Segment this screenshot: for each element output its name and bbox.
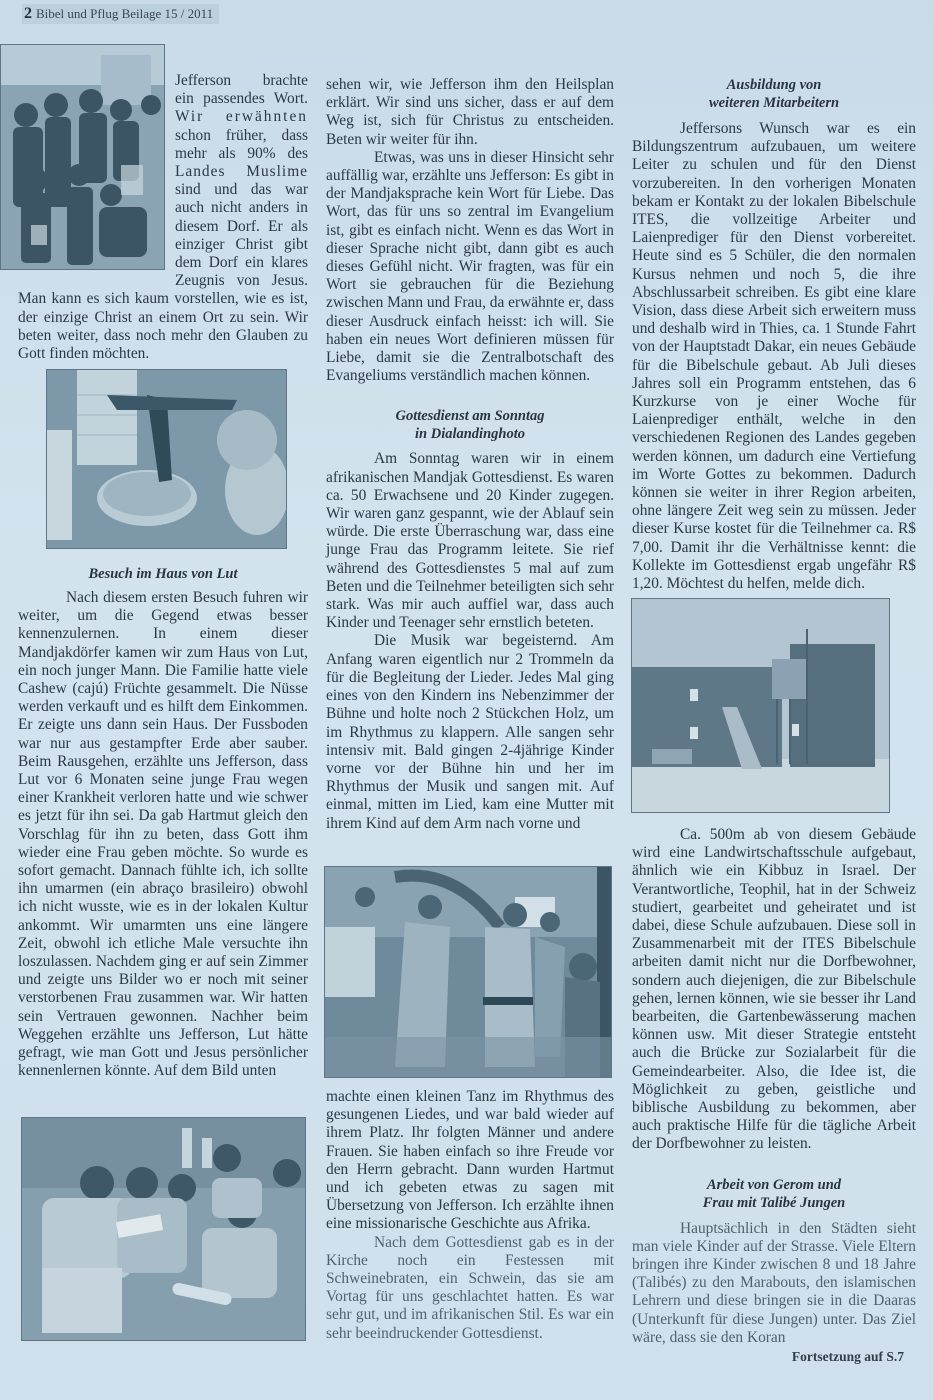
paragraph-festessen: Nach dem Gottesdienst gab es in der Kirche noch ein Festessen mit Schweinebraten, ein Schwein, das sie am Vortag für uns geschlachtet hatten. Es war sehr gut, und im afrikanischen Stil. Es war ein sehr beeindruckender Gottesdienst. — [326, 1233, 614, 1342]
page-header — [22, 4, 219, 24]
column-3-bottom — [632, 826, 916, 1365]
wrap-line: Landes Muslime — [175, 163, 308, 181]
heading-gottesdienst-line2: in Dialandinghoto — [415, 426, 525, 443]
wrap-line: mehr als 90% des — [175, 144, 308, 162]
wrap-line: Wir erwähnten — [175, 108, 308, 126]
paragraph-glaube: Man kann es sich kaum vorstellen, wie es ist, der einzige Christ an einem Ort zu sein. Wir beten weiter, dass noch mehr den Glauben zu Gott finden möchten. — [18, 290, 308, 363]
paragraph-talibe: Hauptsächlich in den Städten sieht man viele Kinder auf der Strasse. Viele Eltern bringen ihre Kinder zwischen 8 und 18 Jahre (Talibés) zu den Marabouts, den islamischen Lehrern und diese bringen sie in die Daaras (Unterkunft für diese Jungen) unter. Das Ziel wäre, dass sie den Koran — [632, 1219, 916, 1346]
paragraph-sonntag: Am Sonntag waren wir in einem afrikanischen Mandjak Gottesdienst. Es waren ca. 50 Erwachsene und 20 Kinder zugegen. Wir waren ganz gespannt, wie der Ablauf sein würde. Die erste Überraschung war, dass eine junge Frau das Programm leitete. Sie rief während des Gottesdienstes 5 mal auf zum Beten und die Teilnehmer beteiligten sich sehr stark. Was mir auch auffiel war, dass auch Kinder und Teenager sehr ernstlich beteten. — [326, 450, 614, 632]
paragraph-tanz: machte einen kleinen Tanz im Rhythmus des gesungenen Liedes, und war bald wieder auf ihrem Platz. Ihr folgten Männer und andere Frauen. Sie haben einfach so ihre Freude vor den Herrn gebracht. Dann wurden Hartmut und ich gebeten etwas zu sagen mit Übersetzung von Jefferson. Ich erzählte ihnen eine missionarische Geschichte aus Afrika. — [326, 1088, 614, 1233]
wrap-line: diesem Dorf. Er als — [175, 217, 308, 235]
photo-building — [631, 598, 890, 813]
column-1 — [18, 72, 308, 363]
paragraph-landwirtschaft: Ca. 500m ab von diesem Gebäude wird eine Landwirtschaftsschule aufgebaut, ähnlich wie ein Kibbuz in Israel. Der Verantwortliche, Teophil, hat in der Schweiz studiert, gearbeitet und geheiratet und ist dabei, diese Schule aufzubauen. Diese soll in Zusammenarbeit mit der ITES Bibelschule arbeiten damit nicht nur die Dorfbewohner, sondern auch diejenigen, die zur Bibelschule gehen, lernen können, wie sie besser ihr Land bearbeiten, die Gartenbewässerung machen können usw. Mit dieser Strategie entsteht auch die Brücke zur Sozialarbeit für die Gemeindearbeiter. Also, die Idee ist, die Möglichkeit zu geben, geistliche und biblische Ausbildung zu bekommen, aber auch praktische Hilfe für die tägliche Arbeit der Dorfbewohner zu leisten. — [632, 826, 916, 1153]
wrap-line: ein passendes Wort. — [175, 90, 308, 108]
photo-men-reading-image — [22, 1118, 305, 1340]
paragraph-lut: Nach diesem ersten Besuch fuhren wir weiter, um die Gegend etwas besser kennenzulernen. In einem dieser Mandjakdörfer kamen wir zum Haus von Lut, ein noch junger Mann. Die Familie hatte viele Cashew (cajú) Früchte gesammelt. Die Nüsse werden verkauft und es hilft dem Einkommen. Er zeigte uns dann sein Haus. Der Fussboden war nur aus gestampfter Erde aber sauber. Beim Rausgehen, erzählte uns Jefferson, dass Lut vor 6 Monaten seine junge Frau wegen einer Krankheit verloren hatte und wie schwer es jetzt für ihn sei. Da gab Hartmut gleich den Vorschlag für ihn zu beten, dass Gott ihm wieder eine Frau geben möchte. So wurde es sofort gemacht. Dannach fühlte ich, ich sollte ihn umarmen (ein abraço brasileiro) obwohl ich nicht wusste, wie es in der lokalen Kultur ankommt. Wir umarmten uns eine längere Zeit, obwohl ich etliche Male versuchte ihn loszulassen. Nachdem ging er auf sein Zimmer und zeigte uns Bilder wo er noch mit seiner verstorbenen Frau zusammen war. Wir hatten sein Vertrauen gewonnen. Nachher beim Weggehen erzählte uns Jefferson, Lut hätte gefragt, wie man Gott und Jesus persönlicher kennenlernen könnte. Auf dem Bild unten — [18, 589, 308, 1080]
column-1-lut-section — [18, 565, 308, 1080]
page-number: 2 — [24, 5, 32, 22]
column-2-bottom — [326, 1088, 614, 1343]
heading-ausbildung-line1: Ausbildung von — [726, 77, 822, 93]
wrapped-text-block — [175, 72, 308, 290]
wrap-line: Zeugnis von Jesus. — [175, 272, 308, 290]
heading-ausbildung-line2: weiteren Mitarbeitern — [708, 95, 840, 111]
wrap-line: einziger Christ gibt — [175, 235, 308, 253]
heading-gerom-line2: Frau mit Talibé Jungen — [702, 1194, 846, 1211]
photo-food-bowl — [46, 369, 287, 549]
photo-men-reading — [21, 1117, 306, 1341]
wrap-line: auch nicht anders in — [175, 199, 308, 217]
heading-besuch-lut: Besuch im Haus von Lut — [88, 566, 238, 582]
photo-church-dance-image — [325, 867, 611, 1077]
photo-food-bowl-image — [47, 370, 286, 548]
paragraph-liebe: Etwas, was uns in dieser Hinsicht sehr auffällig war, erzählte uns Jefferson: Es gibt in der Mandjaksprache kein Wort für Liebe. Das Wort, das für uns so zentral im Evangelium ist, gibt es einfach nicht. Wenn es das Wort in dieser Sprache nicht gibt, dann gibt es auch dieses Gefühl nicht. Wir fragten, was für ein Wort sie gebrauchen für die Beziehung zwischen Mann und Frau, da erwähnte er, dass dieser Ausdruck einfach heisst: ich will. Sie haben ein neues Wort definieren müssen für Liebe, damit sie die Zentralbotschaft des Evangeliums verständlich machen können. — [326, 148, 614, 385]
wrap-line: schon früher, dass — [175, 126, 308, 144]
paragraph-musik: Die Musik war begeisternd. Am Anfang waren eigentlich nur 2 Trommeln da für die Begleitung der Lieder. Jedes Mal ging eines von den Kindern ins Nebenzimmer der Bühne und holte noch 2 Stückchen Holz, um im Rhythmus zu klappern. Alle sangen sehr intensiv mit. Bald gingen 2-4jährige Kinder vorne vor der Bühne hin und her im Rhythmus der Musik und sangen mit. Auf einmal, mitten im Lied, kam eine Mutter mit ihrem Kind auf dem Arm nach vorne und — [326, 632, 614, 832]
column-2 — [326, 76, 614, 833]
publication-title: Bibel und Pflug Beilage 15 / 2011 — [36, 6, 214, 21]
wrap-line: dem Dorf ein klares — [175, 254, 308, 272]
photo-church-dance — [324, 866, 612, 1078]
continuation-note[interactable]: Fortsetzung auf S.7 — [791, 1349, 904, 1365]
heading-gottesdienst-line1: Gottesdienst am Sonntag — [395, 408, 545, 425]
column-3 — [632, 76, 916, 593]
paragraph-ausbildung: Jeffersons Wunsch war es ein Bildungszentrum aufzubauen, um weitere Leiter zu schulen und für den Dienst vorzubereiten. In den vorherigen Monaten bekam er Kontakt zu der lokalen Bibelschule ITES, die vollzeitige Arbeiter und Laienprediger für den Dienst vorbereitet. Heute sind es 5 Schüler, die den normalen Kursus nehmen und noch 5, die ihre Abschlussarbeit schreiben. Es gibt eine klare Vision, dass diese Arbeit sich erweitern muss und deshalb wird in Thies, ca. 1 Stunde Fahrt von der Hauptstadt Dakar, ein neues Gebäude für die Bibelschule gebaut. Ab Juli dieses Jahres soll ein Programm entstehen, das 6 Kurzkurse von je einer Woche für Laienprediger enthält, welche in den verschiedenen Regionen des Landes gegeben werden können, um dadurch eine Vertiefung im Worte Gottes zu bekommen. Dadurch können sie weiter in ihrer Region arbeiten, ohne längere Zeit weg sein zu müssen. Jeder dieser Kurse kostet für die Teilnehmer ca. R$ 7,00. Damit ihr die Verhältnisse kennt: die Kollekte im Gottesdienst ergab ungefähr R$ 1,20. Möchtest du helfen, melde dich. — [632, 120, 916, 593]
photo-building-image — [632, 599, 889, 812]
paragraph-heilsplan: sehen wir, wie Jefferson ihm den Heilsplan erklärt. Wir sind uns sicher, dass er auf dem Weg ist, sich für Christus zu entscheiden. Beten wir weiter für ihn. — [326, 76, 614, 148]
wrap-line: sind und das war — [175, 181, 308, 199]
heading-gerom-line1: Arbeit von Gerom und — [706, 1176, 842, 1193]
wrap-line: Jefferson brachte — [175, 72, 308, 89]
